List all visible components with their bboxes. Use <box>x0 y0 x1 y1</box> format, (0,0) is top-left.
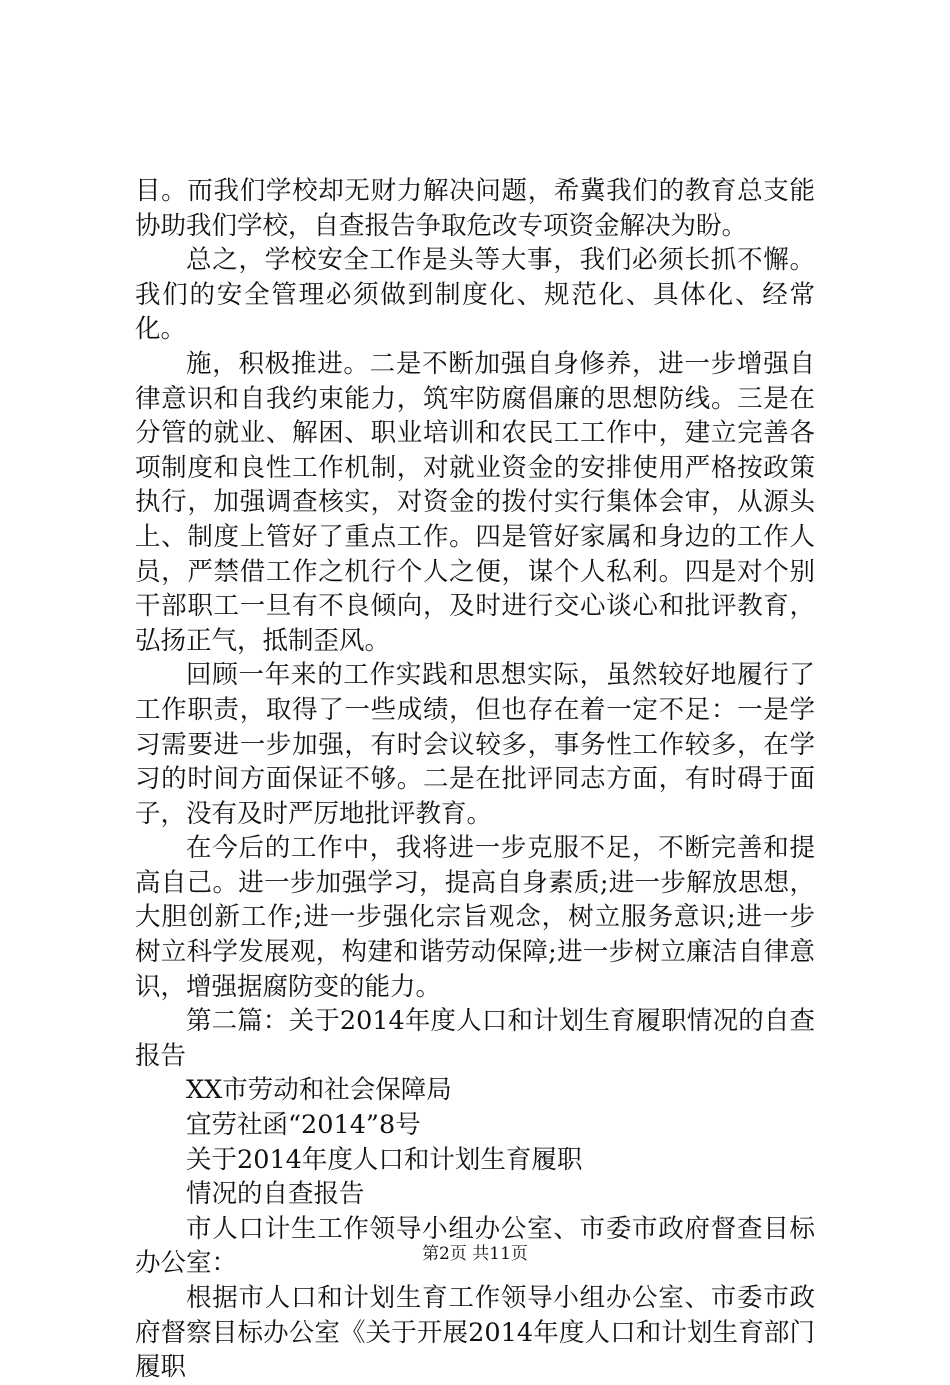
paragraph-4: 回顾一年来的工作实践和思想实际，虽然较好地履行了工作职责，取得了一些成绩，但也存在着一定不足：一是学习需要进一步加强，有时会议较多，事务性工作较多，在学习的时间方面保证不够。二是在批评同志方面，有时碍于面子，没有及时严厉地批评教育。 <box>135 660 815 829</box>
issuer-line: XX市劳动和社会保障局 <box>186 1075 452 1106</box>
document-number: 宜劳社函“2014”8号 <box>186 1110 421 1141</box>
document-body <box>135 174 815 1385</box>
paragraph-3: 施，积极推进。二是不断加强自身修养，进一步增强自律意识和自我约束能力，筑牢防腐倡廉的思想防线。三是在分管的就业、解困、职业培训和农民工工作中，建立完善各项制度和良性工作机制，对就业资金的安排使用严格按政策执行，加强调查核实，对资金的拨付实行集体会审，从源头上、制度上管好了重点工作。四是管好家属和身边的工作人员，严禁借工作之机行个人之便，谋个人私利。四是对个别干部职工一旦有不良倾向，及时进行交心谈心和批评教育，弘扬正气，抵制歪风。 <box>135 348 815 656</box>
paragraph-5: 在今后的工作中，我将进一步克服不足，不断完善和提高自己。进一步加强学习，提高自身素质;进一步解放思想，大胆创新工作;进一步强化宗旨观念，树立服务意识;进一步树立科学发展观，构建和谐劳动保障;进一步树立廉洁自律意识，增强据腐防变的能力。 <box>135 833 815 1002</box>
report-title-line-1: 关于2014年度人口和计划生育履职 <box>186 1144 583 1175</box>
section-heading: 第二篇：关于2014年度人口和计划生育履职情况的自查报告 <box>135 1006 815 1071</box>
report-title-line-2: 情况的自查报告 <box>186 1179 365 1210</box>
paragraph-1: 目。而我们学校却无财力解决问题，希冀我们的教育总支能协助我们学校，自查报告争取危改专项资金解决为盼。 <box>135 176 815 241</box>
addressee: 市人口计生工作领导小组办公室、市委市政府督查目标办公室： <box>135 1213 815 1279</box>
paragraph-body-start: 根据市人口和计划生育工作领导小组办公室、市委市政府督察目标办公室《关于开展2014年度人口和计划生育部门履职 <box>135 1283 815 1383</box>
page-footer: 第2页 共11页 <box>422 1244 528 1264</box>
paragraph-2: 总之，学校安全工作是头等大事，我们必须长抓不懈。我们的安全管理必须做到制度化、规范化、具体化、经常化。 <box>135 245 815 345</box>
